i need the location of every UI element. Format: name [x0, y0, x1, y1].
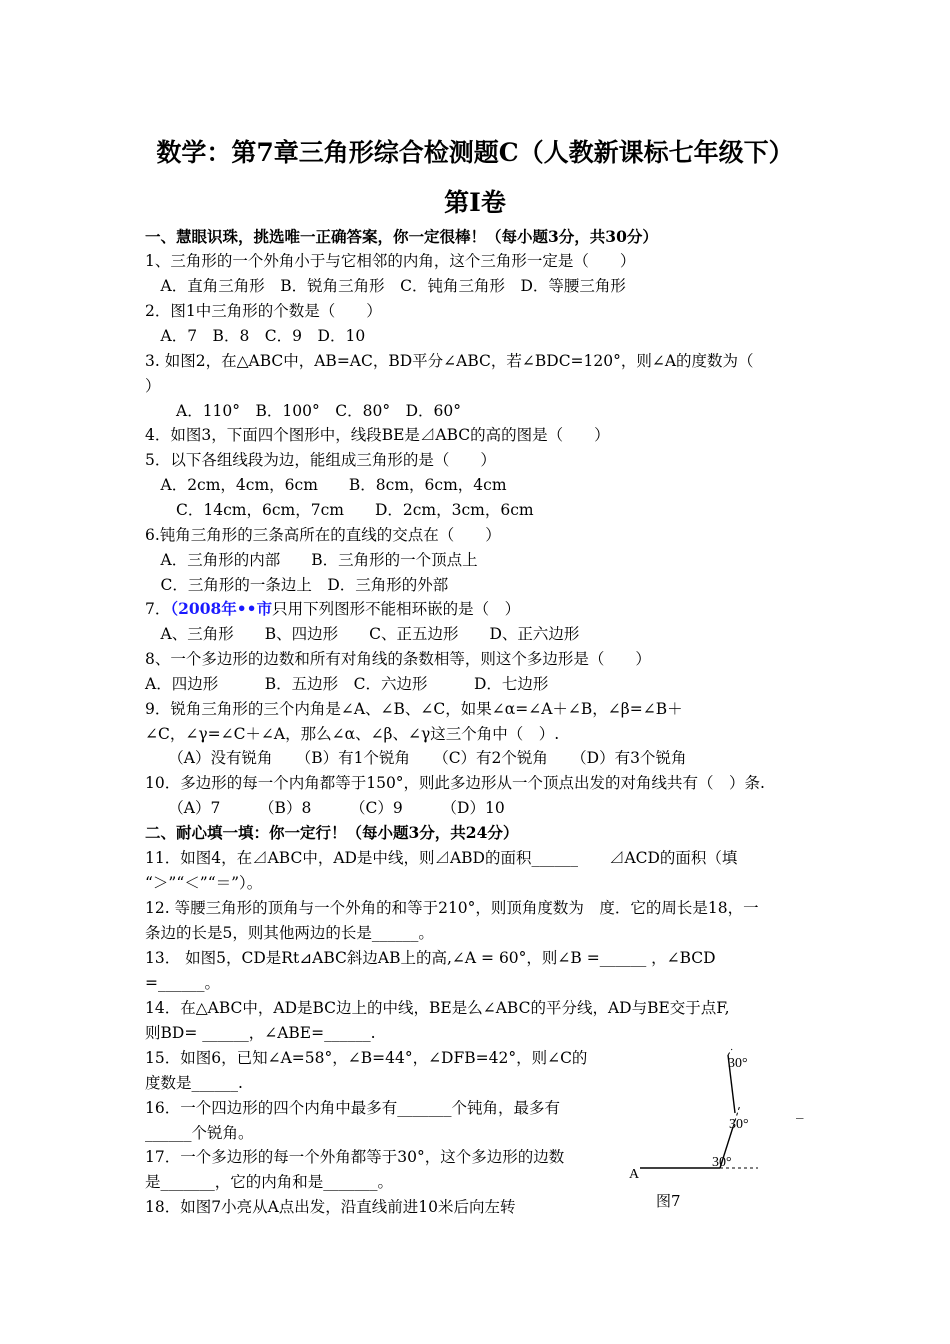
question-9-cont: ∠C，∠γ=∠C＋∠A，那么∠α、∠β、∠γ这三个角中（ ）. [145, 725, 560, 743]
section-1-heading: 一、慧眼识珠，挑选唯一正确答案，你一定很棒！（每小题3分，共30分） [145, 227, 658, 246]
question-7-source: （2008年••市 [170, 599, 273, 618]
question-6-options-ab: A．三角形的内部 B．三角形的一个顶点上 [145, 551, 478, 569]
question-7 [145, 599, 520, 619]
question-16-cont: ______个锐角。 [145, 1124, 254, 1142]
question-2: 2．图1中三角形的个数是（ ） [145, 302, 382, 320]
extension-line-3 [728, 1049, 732, 1055]
question-13-cont: =______。 [145, 974, 220, 992]
question-15-cont: 度数是______. [145, 1074, 243, 1092]
question-13: 13． 如图5，CD是Rt⊿ABC斜边AB上的高,∠A = 60°，则∠B =______ ，∠BCD [145, 949, 716, 967]
question-9: 9．锐角三角形的三个内角是∠A、∠B、∠C，如果∠α=∠A＋∠B，∠β=∠B＋ [145, 700, 683, 718]
question-1: 1、三角形的一个外角小于与它相邻的内角，这个三角形一定是（ ） [145, 252, 636, 270]
question-2-options: A．7 B．8 C．9 D．10 [145, 327, 366, 345]
question-3: 3. 如图2，在△ABC中，AB=AC，BD平分∠ABC，若∠BDC=120°，则∠A的度数为（ [145, 352, 754, 370]
question-14-cont: 则BD= ______，∠ABE=______. [145, 1024, 376, 1042]
question-5: 5．以下各组线段为边，能组成三角形的是（ ） [145, 451, 496, 469]
figure-7-diagram [620, 1045, 820, 1215]
question-3-cont: ） [145, 377, 161, 395]
question-9-options: （A）没有锐角 （B）有1个锐角 （C）有2个锐角 （D）有3个锐角 [145, 749, 687, 767]
question-7-number: 7． [145, 600, 171, 618]
question-8-options: A．四边形 B．五边形 C．六边形 D．七边形 [145, 675, 549, 693]
question-15: 15．如图6，已知∠A=58°，∠B=44°，∠DFB=42°，则∠C的 [145, 1049, 588, 1067]
stray-mark: _ [796, 1101, 804, 1119]
question-3-options: A．110° B．100° C．80° D．60° [145, 402, 461, 420]
angle-label-bottom: 30° [712, 1155, 732, 1170]
question-10-options: （A）7 （B）8 （C）9 （D）10 [145, 799, 505, 817]
angle-label-top: 30° [728, 1056, 748, 1071]
question-17-cont: 是_______，它的内角和是_______。 [145, 1173, 394, 1191]
question-10: 10．多边形的每一个内角都等于150°，则此多边形从一个顶点出发的对角线共有（ ）条. [145, 774, 765, 792]
question-14: 14．在△ABC中，AD是BC边上的中线，BE是么∠ABC的平分线，AD与BE交于点F, [145, 999, 730, 1017]
question-17: 17．一个多边形的每一个外角都等于30°，这个多边形的边数 [145, 1148, 565, 1166]
point-label-a: A [629, 1167, 640, 1182]
question-1-options: A．直角三角形 B．锐角三角形 C．钝角三角形 D．等腰三角形 [145, 277, 626, 295]
question-8: 8、一个多边形的边数和所有对角线的条数相等，则这个多边形是（ ） [145, 650, 651, 668]
question-16: 16．一个四边形的四个内角中最多有_______个钝角，最多有 [145, 1099, 560, 1117]
page-subtitle: 第Ⅰ卷 [444, 188, 506, 217]
page-title: 数学：第7章三角形综合检测题C（人教新课标七年级下） [156, 138, 794, 167]
question-18: 18．如图7小亮从A点出发，沿直线前进10米后向左转 [145, 1198, 516, 1216]
question-6-options-cd: C．三角形的一条边上 D．三角形的外部 [145, 576, 449, 594]
question-12-cont: 条边的长是5，则其他两边的长是______。 [145, 924, 434, 942]
question-4: 4．如图3，下面四个图形中，线段BE是⊿ABC的高的图是（ ） [145, 426, 610, 444]
question-11-cont: “＞”“＜”“＝”）。 [145, 874, 263, 892]
question-12: 12. 等腰三角形的顶角与一个外角的和等于210°，则顶角度数为 度．它的周长是18，一 [145, 899, 759, 917]
question-7-text: 只用下列图形不能相环嵌的是（ ） [272, 600, 521, 618]
question-5-options-ab: A．2cm，4cm，6cm B．8cm，6cm，4cm [145, 476, 507, 494]
section-2-heading: 二、耐心填一填：你一定行！（每小题3分，共24分） [145, 823, 519, 842]
question-5-options-cd: C．14cm，6cm，7cm D．2cm，3cm，6cm [145, 501, 534, 519]
question-6: 6.钝角三角形的三条高所在的直线的交点在（ ） [145, 526, 501, 544]
question-7-options: A、三角形 B、四边形 C、正五边形 D、正六边形 [145, 625, 580, 643]
angle-label-middle: 30° [729, 1117, 749, 1132]
question-11: 11．如图4，在⊿ABC中，AD是中线，则⊿ABD的面积______ ⊿ACD的面积（填 [145, 849, 738, 867]
figure-7-caption: 图7 [656, 1192, 681, 1210]
